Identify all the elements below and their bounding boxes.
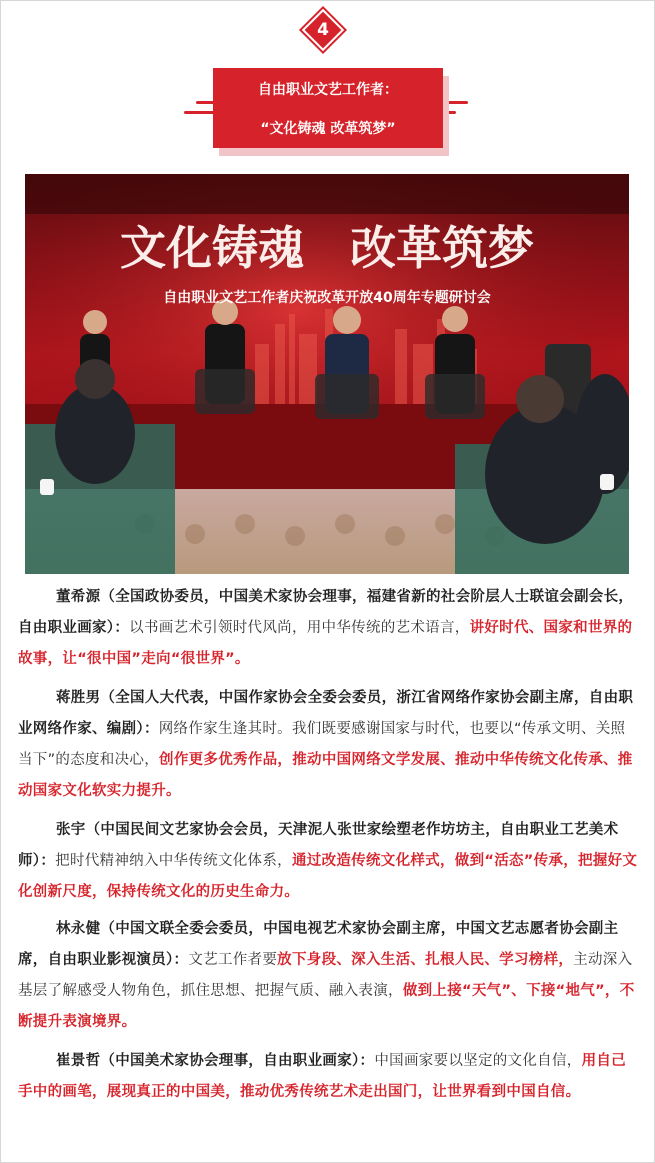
quote-paragraph <box>18 914 638 1038</box>
speaker-credentials: 崔景哲（中国美术家协会理事，自由职业画家）： <box>56 1053 375 1069</box>
quote-paragraph <box>18 1046 638 1108</box>
heading-line-2: “文化铸魂 改革筑梦” <box>260 121 396 137</box>
speaker-credentials: 张宇（中国民间文艺家协会会员，天津泥人张世家绘塑老作坊坊主，自由职业工艺美术师）： <box>18 822 619 869</box>
quote-text: 以书画艺术引领时代风尚，用中华传统的艺术语言， <box>129 620 470 636</box>
quote-text: 文艺工作者要 <box>188 952 278 968</box>
quote-text: 把时代精神纳入中华传统文化体系， <box>55 853 292 869</box>
speaker-credentials: 蒋胜男（全国人大代表，中国作家协会全委会委员，浙江省网络作家协会副主席，自由职业网络作家、编剧）： <box>18 690 634 737</box>
quote-paragraph <box>18 683 638 807</box>
speaker-credentials: 董希源（全国政协委员，中国美术家协会理事，福建省新的社会阶层人士联谊会副会长，自由职业画家）： <box>18 589 634 636</box>
quote-paragraph <box>18 582 638 675</box>
quote-text: 网络作家生逢其时。我们既要感谢国家与时代，也要以“传承文明、关照当下”的态度和决心， <box>18 721 626 768</box>
quote-highlight: 放下身段、深入生活、扎根人民、学习榜样， <box>277 952 574 968</box>
photo-banner-subtitle: 自由职业文艺工作者庆祝改革开放40周年专题研讨会 <box>163 290 491 306</box>
quote-paragraph <box>18 815 638 908</box>
photo-banner-title: 文化铸魂 改革筑梦 <box>120 221 534 275</box>
quote-highlight: 通过改造传统文化样式，做到“活态”传承，把握好文化创新尺度，保持传统文化的历史生命力。 <box>18 853 638 900</box>
heading-line-1: 自由职业文艺工作者： <box>258 82 398 98</box>
banner-box <box>213 68 443 148</box>
section-heading-banner <box>213 68 443 152</box>
section-number: 4 <box>317 20 329 40</box>
speaker-credentials: 林永健（中国文联全委会委员，中国电视艺术家协会副主席，中国文艺志愿者协会副主席，自由职业影视演员）： <box>18 921 619 968</box>
quote-highlight: 讲好时代、国家和世界的故事，让“很中国”走向“很世界”。 <box>18 620 633 667</box>
section-number-badge <box>303 10 343 50</box>
quote-text: 中国画家要以坚定的文化自信， <box>374 1053 582 1069</box>
event-photo <box>25 174 629 574</box>
quote-highlight: 用自己手中的画笔，展现真正的中国美，推动优秀传统艺术走出国门，让世界看到中国自信。 <box>18 1053 626 1100</box>
event-photo-illustration <box>25 174 629 574</box>
quote-highlight: 创作更多优秀作品，推动中国网络文学发展、推动中华传统文化传承、推动国家文化软实力提升。 <box>18 752 633 799</box>
quote-highlight-2: 做到上接“天气”、下接“地气”，不断提升表演境界。 <box>18 983 635 1030</box>
quote-text-continued: 主动深入基层了解感受人物角色，抓住思想、把握气质、融入表演， <box>18 952 633 999</box>
